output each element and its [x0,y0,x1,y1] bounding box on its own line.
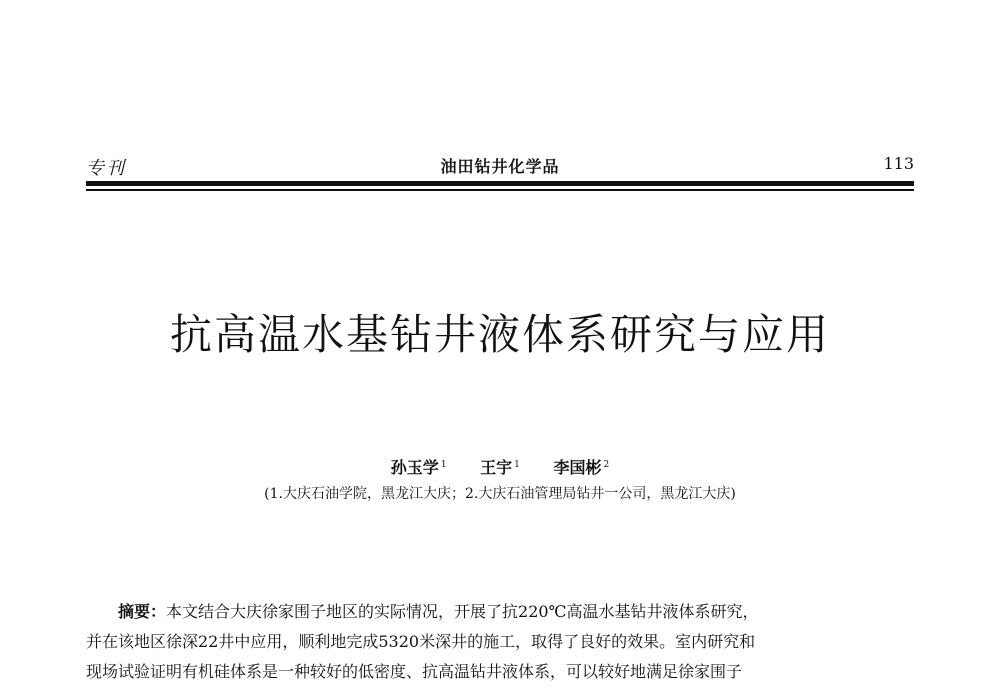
author [480,455,520,478]
abstract-line: 现场试验证明有机硅体系是一种较好的低密度、抗高温钻井液体系，可以较好地满足徐家围子 [86,662,743,681]
author [391,455,447,478]
paper-title: 抗高温水基钻井液体系研究与应用 [169,310,830,359]
author-affiliation-mark: 1 [514,459,520,470]
author-affiliations: (1.大庆石油学院，黑龙江大庆；2.大庆石油管理局钻井一公司，黑龙江大庆) [264,486,736,502]
author-affiliation-mark: 2 [603,459,610,470]
abstract-line [86,597,914,627]
author [553,455,609,478]
author-name: 王宇 [480,458,513,477]
header-rule-thick [86,181,914,186]
page-number: 113 [883,154,914,173]
abstract-label: 摘要： [118,602,167,621]
author-name: 孙玉学 [390,458,439,477]
journal-name: 油田钻井化学品 [440,157,560,176]
abstract-line: 并在该地区徐深22井中应用，顺利地完成5320米深井的施工，取得了良好的效果。室内研究和 [86,632,756,651]
abstract-text: 本文结合大庆徐家围子地区的实际情况，开展了抗220℃高温水基钻井液体系研究， [166,602,759,621]
author-list [0,455,1000,478]
author-affiliation-mark: 1 [440,459,447,470]
abstract [86,597,914,687]
journal-section-label: 专刊 [86,158,126,179]
running-header [86,154,914,180]
author-name: 李国彬 [553,458,602,477]
header-rule-thin [86,189,914,191]
